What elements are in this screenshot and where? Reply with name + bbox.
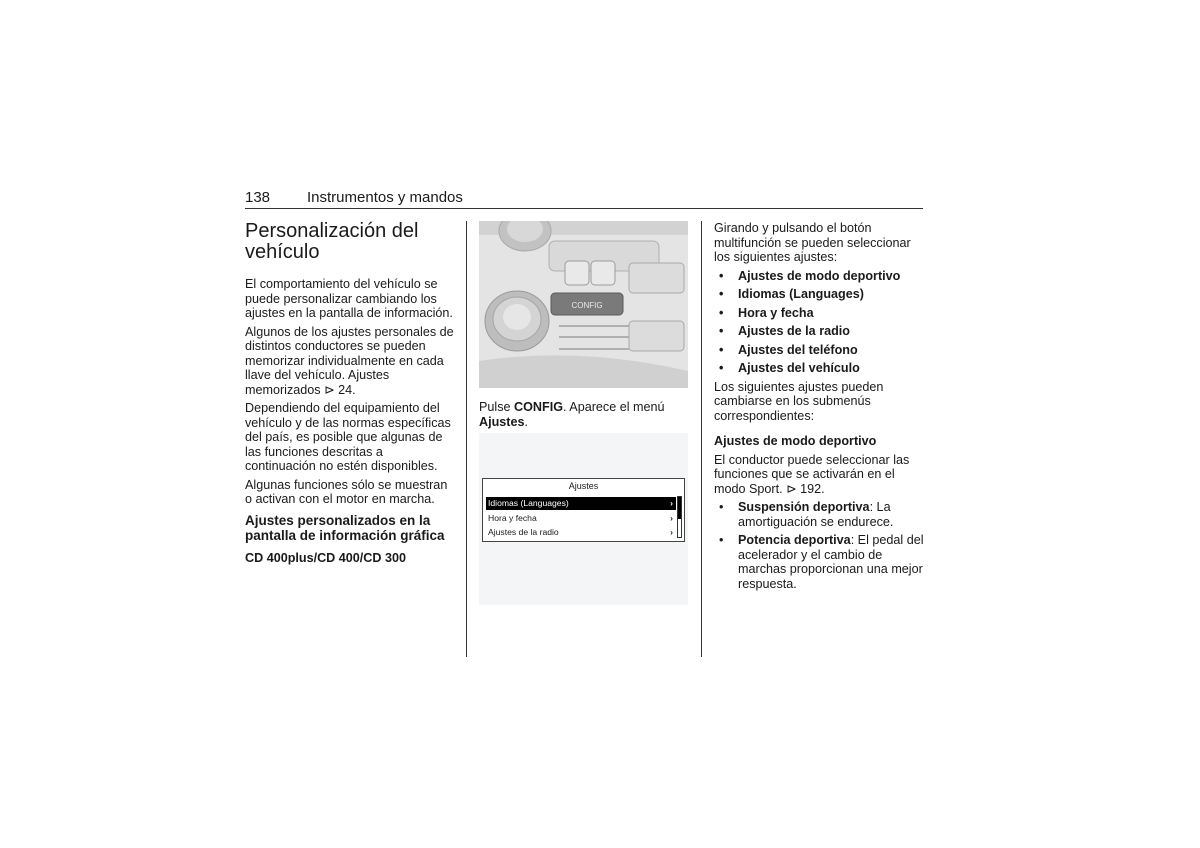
control-panel-photo: [479, 221, 688, 388]
list-item: • Hora y fecha: [714, 306, 924, 321]
display-row-selected: Idiomas (Languages) ›: [486, 497, 676, 510]
page-heading: Personalización del vehículo: [245, 220, 419, 263]
settings-display: [482, 478, 685, 542]
engine-paragraph: Algunas funciones sólo se muestran o activan con el motor en marcha.: [245, 477, 448, 506]
intro-paragraph: El comportamiento del vehículo se puede personalizar cambiando los ajustes en la pantalla de información.: [245, 277, 453, 320]
subheading: Ajustes personalizados en la pantalla de información gráfica: [245, 512, 445, 543]
chevron-right-icon: ›: [670, 513, 673, 523]
caption: Pulse CONFIG. Aparece el menú Ajustes.: [479, 400, 665, 429]
list-item: • Ajustes del vehículo: [714, 361, 924, 376]
chevron-right-icon: ›: [670, 527, 673, 537]
config-button-label: CONFIG: [571, 301, 603, 310]
sport-list: [714, 500, 924, 591]
display-scroll-thumb: [678, 497, 681, 519]
chevron-right-icon: ›: [670, 498, 673, 508]
display-row: Hora y fecha ›: [488, 513, 673, 523]
memory-paragraph: Algunos de los ajustes personales de distintos conductores se pueden memorizar individualmente en cada llave del vehículo. Ajustes memorizados ⊳ 24.: [245, 324, 454, 397]
display-row: Ajustes de la radio ›: [488, 527, 673, 537]
equipment-paragraph: Dependiendo del equipamiento del vehículo y de las normas específicas del país, es posible que algunas de las funciones descritas a continuación no estén disponibles.: [245, 401, 451, 473]
ajustes-reference: Ajustes: [479, 414, 525, 429]
sport-heading: Ajustes de modo deportivo: [714, 434, 877, 448]
list-item: • Suspensión deportiva: La amortiguación se endurece.: [714, 500, 924, 529]
display-scrollbar: [677, 496, 682, 538]
display-title: Ajustes: [568, 481, 599, 491]
list-item: • Ajustes del teléfono: [714, 343, 924, 358]
list-item: • Ajustes de la radio: [714, 324, 924, 339]
submenu-paragraph: Los siguientes ajustes pueden cambiarse en los submenús correspondientes:: [714, 379, 884, 423]
section-title: Instrumentos y mandos: [307, 189, 463, 206]
models-label: CD 400plus/CD 400/CD 300: [245, 550, 406, 565]
settings-list: [714, 269, 924, 376]
page-number: 138: [245, 189, 271, 206]
config-reference: CONFIG: [514, 400, 563, 414]
list-item: • Potencia deportiva: El pedal del acelerador y el cambio de marchas proporcionan una mejor respuesta.: [714, 533, 924, 591]
right-intro: Girando y pulsando el botón multifunción se pueden seleccionar los siguientes ajustes:: [714, 221, 911, 264]
column-divider-left: [466, 221, 467, 657]
sport-paragraph: El conductor puede seleccionar las funciones que se activarán en el modo Sport. ⊳ 192.: [714, 452, 910, 496]
list-item: • Ajustes de modo deportivo: [714, 269, 924, 284]
column-divider-right: [701, 221, 702, 657]
header-divider: [245, 208, 923, 209]
left-column: [245, 221, 457, 565]
right-column: [714, 221, 924, 595]
list-item: • Idiomas (Languages): [714, 287, 924, 302]
control-panel-illustration: [479, 221, 688, 388]
